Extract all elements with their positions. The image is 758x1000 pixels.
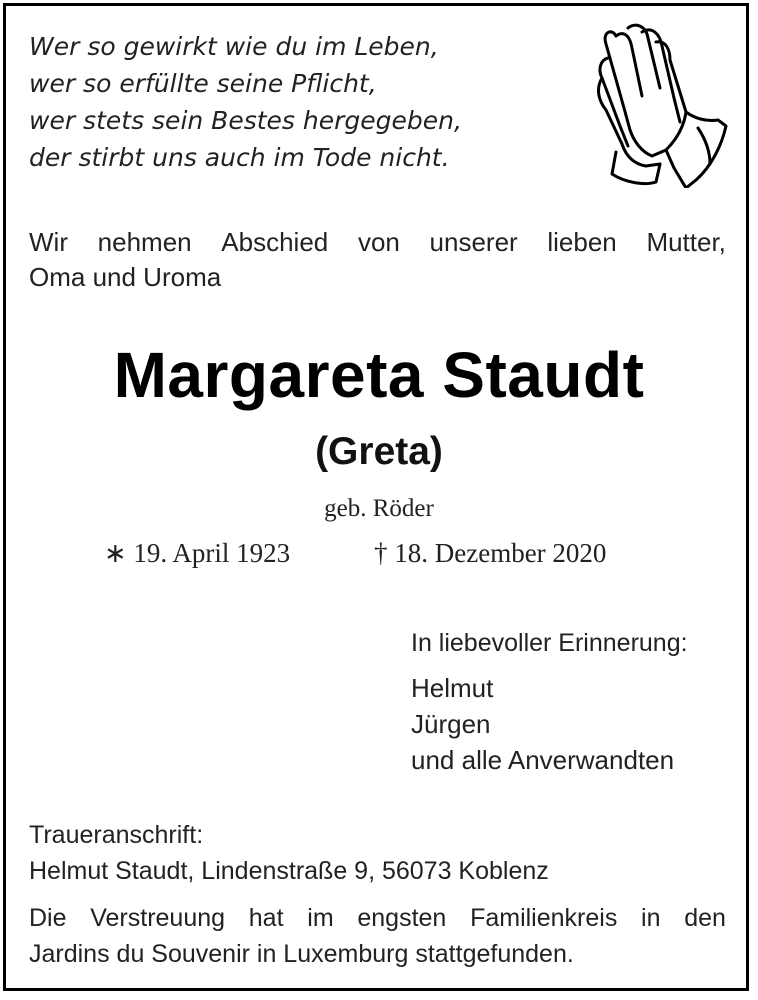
memory-line: In liebevoller Erinnerung: bbox=[411, 629, 688, 657]
intro-word: von bbox=[357, 227, 400, 257]
birth-name: geb. Röder bbox=[324, 495, 434, 522]
mourner-name: und alle Anverwandten bbox=[411, 745, 675, 775]
verse-line: wer so erfüllte seine Pflicht, bbox=[29, 69, 377, 98]
verse-line: wer stets sein Bestes hergegeben, bbox=[29, 106, 462, 135]
intro-word: Wir bbox=[29, 227, 68, 257]
death-date: † 18. Dezember 2020 bbox=[374, 538, 607, 568]
intro-line-2: Oma und Uroma bbox=[29, 262, 222, 292]
verse bbox=[29, 28, 462, 176]
praying-hands-icon bbox=[594, 18, 730, 188]
birth-date: ∗ 19. April 1923 bbox=[104, 538, 291, 568]
intro-word: Mutter, bbox=[646, 227, 726, 257]
deceased-nickname: (Greta) bbox=[315, 430, 443, 473]
closing-word: den bbox=[684, 904, 726, 932]
verse-line: Wer so gewirkt wie du im Leben, bbox=[29, 32, 439, 61]
verse-line: der stirbt uns auch im Tode nicht. bbox=[29, 143, 450, 172]
intro-line-1 bbox=[29, 225, 726, 260]
closing-word: Verstreuung bbox=[90, 904, 226, 932]
intro-text bbox=[29, 225, 729, 295]
closing-line-1 bbox=[29, 900, 726, 936]
mourner-name: Helmut bbox=[411, 673, 494, 703]
address-line: Helmut Staudt, Lindenstraße 9, 56073 Koblenz bbox=[29, 857, 549, 885]
mourner-name: Jürgen bbox=[411, 709, 491, 739]
closing-word: in bbox=[641, 904, 661, 932]
intro-word: nehmen bbox=[97, 227, 192, 257]
closing-word: Die bbox=[29, 904, 67, 932]
intro-word: lieben bbox=[547, 227, 617, 257]
intro-word: Abschied bbox=[221, 227, 329, 257]
closing-text bbox=[29, 900, 729, 972]
deceased-name: Margareta Staudt bbox=[113, 339, 645, 411]
closing-line-2: Jardins du Souvenir in Luxemburg stattgefunden. bbox=[29, 940, 574, 968]
address-label: Traueranschrift: bbox=[29, 821, 204, 849]
closing-word: Familienkreis bbox=[470, 904, 618, 932]
closing-word: hat bbox=[248, 904, 284, 932]
closing-word: im bbox=[307, 904, 334, 932]
closing-word: engsten bbox=[357, 904, 447, 932]
mourning-address bbox=[29, 817, 549, 889]
intro-word: unserer bbox=[429, 227, 518, 257]
mourner-names bbox=[411, 670, 674, 778]
